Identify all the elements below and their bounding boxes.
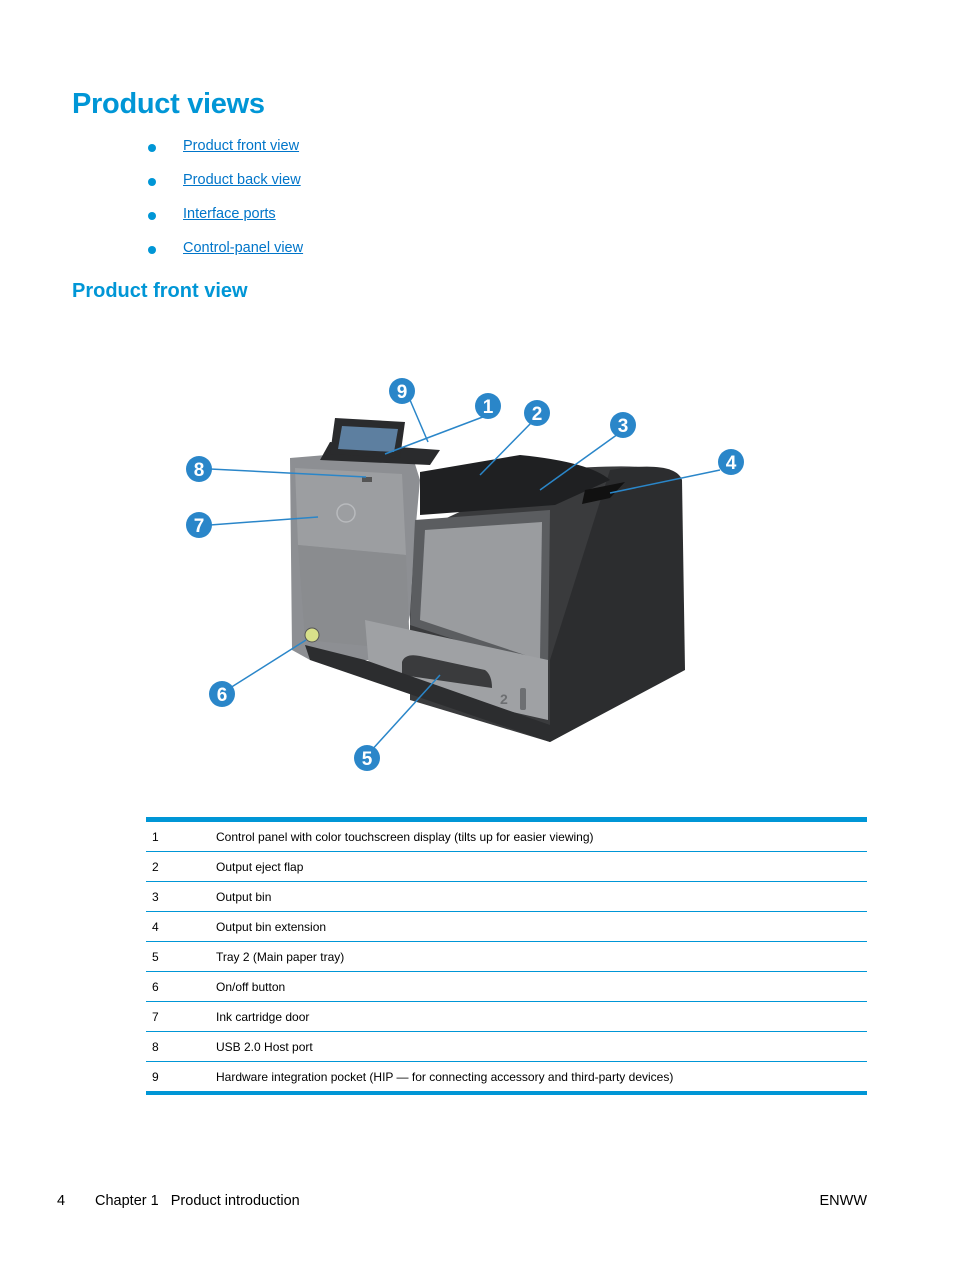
callout-description-cell: Output eject flap: [216, 852, 867, 882]
callout-badge-6: [209, 681, 235, 707]
chapter-label: Chapter 1 Product introduction: [95, 1193, 300, 1209]
callout-badge-8: [186, 456, 212, 482]
bullet-icon: [148, 178, 156, 186]
toc-item: [145, 138, 303, 172]
callout-description-cell: Hardware integration pocket (HIP — for connecting accessory and third-party devices): [216, 1069, 674, 1084]
callout-number-cell: 3: [146, 882, 216, 912]
callout-description-cell: Ink cartridge door: [216, 1002, 867, 1032]
toc-item: [145, 206, 303, 240]
table-row: [146, 820, 867, 852]
link-control-panel-view[interactable]: Control-panel view: [183, 240, 304, 256]
page-title: Product views: [72, 88, 265, 120]
bullet-icon: [148, 144, 156, 152]
callout-table: [146, 817, 867, 1095]
callout-number-cell: 4: [146, 912, 216, 942]
callout-badge-1: [475, 393, 501, 419]
callout-description-cell: Output bin extension: [216, 912, 867, 942]
callout-description-cell: Tray 2 (Main paper tray): [216, 942, 867, 972]
printer-front-panel: [295, 468, 406, 555]
callout-number-5: 5: [361, 749, 373, 770]
touchscreen-screen: [338, 426, 398, 452]
printer-front-illustration: [170, 370, 770, 780]
callout-badge-4: [718, 449, 744, 475]
section-link-list: [145, 138, 303, 274]
bullet-icon: [148, 246, 156, 254]
callout-number-cell: 1: [146, 820, 216, 852]
toc-item: [145, 240, 303, 274]
table-row: [146, 942, 867, 972]
table-row: [146, 912, 867, 942]
callout-badge-5: [354, 745, 380, 771]
tray-2-window: [520, 688, 526, 710]
link-interface-ports[interactable]: Interface ports: [183, 206, 276, 222]
callout-description-cell: Control panel with color touchscreen display (tilts up for easier viewing): [216, 820, 867, 852]
link-product-back-view[interactable]: Product back view: [183, 172, 301, 188]
table-row: [146, 852, 867, 882]
page-footer-left: [57, 1193, 300, 1209]
callout-number-2: 2: [531, 404, 543, 425]
callout-number-cell: 5: [146, 942, 216, 972]
power-button-icon: [305, 628, 319, 642]
callout-badge-3: [610, 412, 636, 438]
bullet-icon: [148, 212, 156, 220]
callout-number-cell: 2: [146, 852, 216, 882]
table-row: [146, 1002, 867, 1032]
table-row: [146, 1062, 867, 1094]
callout-badge-2: [524, 400, 550, 426]
callout-number-4: 4: [725, 453, 737, 474]
callout-number-6: 6: [216, 685, 228, 706]
callout-number-cell: 9: [152, 1069, 159, 1084]
callout-badge-7: [186, 512, 212, 538]
tray-number-label: 2: [500, 691, 508, 707]
usb-port: [362, 477, 372, 482]
callout-description-cell: Output bin: [216, 882, 867, 912]
callout-number-cell: 7: [146, 1002, 216, 1032]
callout-description-cell: On/off button: [216, 972, 867, 1002]
toc-item: [145, 172, 303, 206]
callout-number-1: 1: [482, 397, 494, 418]
page-footer-right: ENWW: [819, 1193, 867, 1209]
callout-number-cell: 6: [146, 972, 216, 1002]
link-product-front-view[interactable]: Product front view: [183, 138, 300, 154]
table-row: [146, 882, 867, 912]
table-row: [146, 1032, 867, 1062]
page-number: 4: [57, 1193, 66, 1209]
leader-line-6: [230, 640, 306, 688]
callout-badge-9: [389, 378, 415, 404]
callout-number-9: 9: [396, 382, 408, 403]
leader-line-9: [410, 400, 428, 442]
callout-number-cell: 8: [146, 1032, 216, 1062]
callout-number-8: 8: [193, 460, 205, 481]
callout-number-7: 7: [193, 516, 205, 537]
callout-description-cell: USB 2.0 Host port: [216, 1032, 867, 1062]
callout-number-3: 3: [617, 416, 629, 437]
section-title: Product front view: [72, 280, 248, 302]
table-row: [146, 972, 867, 1002]
